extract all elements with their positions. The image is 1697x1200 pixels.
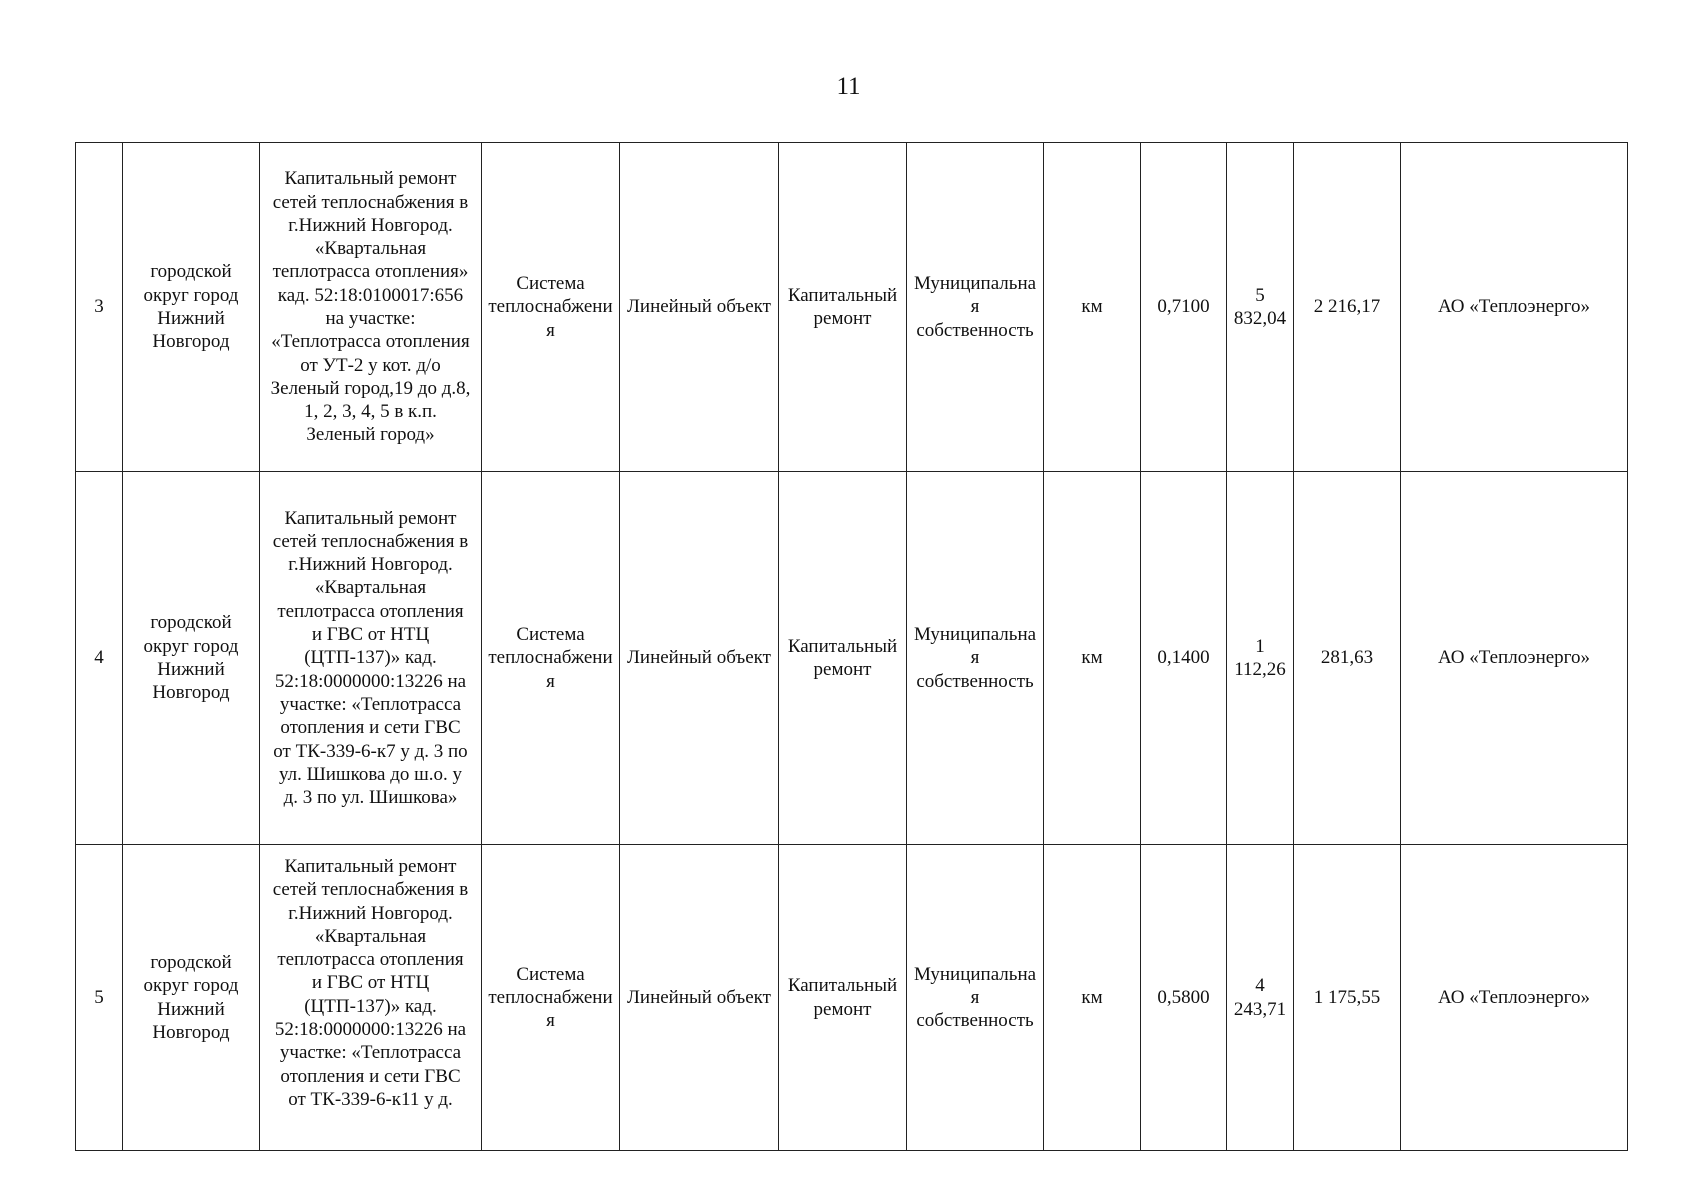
territory-cell: городской округ город Нижний Новгород bbox=[123, 472, 260, 845]
work-type-cell: Капитальный ремонт bbox=[779, 143, 907, 472]
row-number: 3 bbox=[76, 143, 123, 472]
object-type-cell: Линейный объект bbox=[620, 143, 779, 472]
description-cell: Капитальный ремонт сетей теплоснабжения в г.Нижний Новгород. «Квартальная теплотрасса отопления» кад. 52:18:0100017:656 на участке: «Теплотрасса отопления от УТ-2 у кот. д/о Зеленый город,19 до д.8, 1, 2, 3, 4, 5 в к.п. Зеленый город» bbox=[260, 143, 482, 472]
row-number: 4 bbox=[76, 472, 123, 845]
total-cell: 2 216,17 bbox=[1294, 143, 1401, 472]
description-cell: Капитальный ремонт сетей теплоснабжения в г.Нижний Новгород. «Квартальная теплотрасса отопления и ГВС от НТЦ (ЦТП-137)» кад. 52:18:0000000:13226 на участке: «Теплотрасса отопления и сети ГВС от ТК-339-6-к7 у д. 3 по ул. Шишкова до ш.о. у д. 3 по ул. Шишкова» bbox=[260, 472, 482, 845]
row-number: 5 bbox=[76, 845, 123, 1151]
unit-cell: км bbox=[1044, 472, 1141, 845]
cost-cell: 1 112,26 bbox=[1227, 472, 1294, 845]
work-type-cell: Капитальный ремонт bbox=[779, 472, 907, 845]
system-cell: Система теплоснабжения bbox=[482, 143, 620, 472]
ownership-cell: Муниципальная собственность bbox=[907, 472, 1044, 845]
projects-table bbox=[75, 142, 1628, 1151]
object-type-cell: Линейный объект bbox=[620, 472, 779, 845]
organization-cell: АО «Теплоэнерго» bbox=[1401, 845, 1628, 1151]
object-type-cell: Линейный объект bbox=[620, 845, 779, 1151]
system-cell: Система теплоснабжения bbox=[482, 472, 620, 845]
territory-cell: городской округ город Нижний Новгород bbox=[123, 845, 260, 1151]
cost-cell: 5 832,04 bbox=[1227, 143, 1294, 472]
unit-cell: км bbox=[1044, 845, 1141, 1151]
organization-cell: АО «Теплоэнерго» bbox=[1401, 143, 1628, 472]
system-cell: Система теплоснабжения bbox=[482, 845, 620, 1151]
total-cell: 281,63 bbox=[1294, 472, 1401, 845]
organization-cell: АО «Теплоэнерго» bbox=[1401, 472, 1628, 845]
table-row bbox=[76, 472, 1628, 845]
work-type-cell: Капитальный ремонт bbox=[779, 845, 907, 1151]
page-number: 11 bbox=[836, 73, 861, 100]
length-cell: 0,1400 bbox=[1141, 472, 1227, 845]
territory-cell: городской округ город Нижний Новгород bbox=[123, 143, 260, 472]
table-row bbox=[76, 143, 1628, 472]
ownership-cell: Муниципальная собственность bbox=[907, 845, 1044, 1151]
length-cell: 0,7100 bbox=[1141, 143, 1227, 472]
unit-cell: км bbox=[1044, 143, 1141, 472]
description-cell: Капитальный ремонт сетей теплоснабжения в г.Нижний Новгород. «Квартальная теплотрасса отопления и ГВС от НТЦ (ЦТП-137)» кад. 52:18:0000000:13226 на участке: «Теплотрасса отопления и сети ГВС от ТК-339-6-к11 у д. bbox=[260, 845, 482, 1151]
table-row bbox=[76, 845, 1628, 1151]
cost-cell: 4 243,71 bbox=[1227, 845, 1294, 1151]
length-cell: 0,5800 bbox=[1141, 845, 1227, 1151]
ownership-cell: Муниципальная собственность bbox=[907, 143, 1044, 472]
total-cell: 1 175,55 bbox=[1294, 845, 1401, 1151]
